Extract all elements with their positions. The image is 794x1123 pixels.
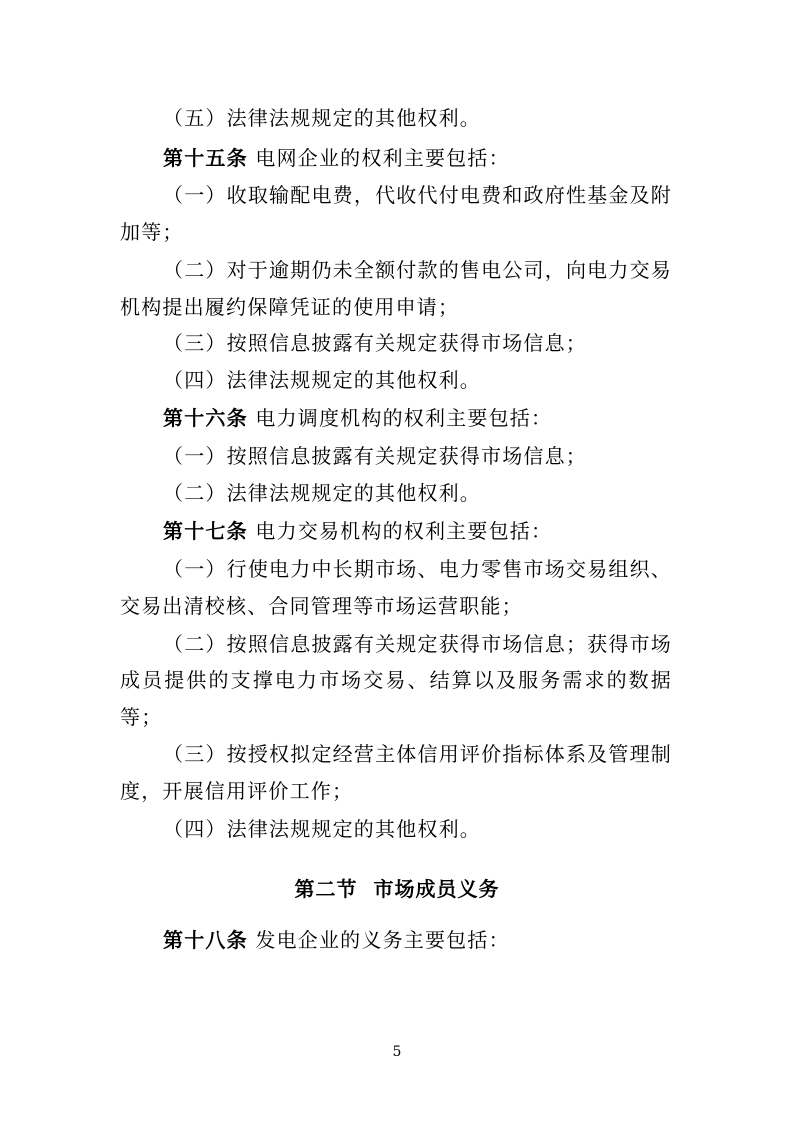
paragraph-line: 等； (120, 705, 163, 729)
article-17-heading (163, 519, 672, 543)
paragraph-line: （五）法律法规规定的其他权利。 (163, 106, 481, 130)
paragraph-line: （四）法律法规规定的其他权利。 (163, 817, 481, 841)
article-15-heading (163, 146, 672, 170)
paragraph-line: 机构提出履约保障凭证的使用申请； (120, 295, 460, 319)
article-text: 电力调度机构的权利主要包括： (247, 406, 553, 430)
article-text: 发电企业的义务主要包括： (247, 928, 510, 952)
paragraph-line: （三）按照信息披露有关规定获得市场信息； (163, 331, 587, 355)
paragraph-line: （二）按照信息披露有关规定获得市场信息；获得市场 (163, 632, 672, 656)
paragraph-line: 成员提供的支撑电力市场交易、结算以及服务需求的数据 (120, 668, 672, 692)
article-16-heading (163, 406, 672, 430)
paragraph-line: 加等； (120, 220, 184, 244)
article-label: 第十八条 (163, 928, 248, 952)
paragraph-line: 交易出清校核、合同管理等市场运营职能； (120, 594, 523, 618)
article-text: 电网企业的权利主要包括： (247, 146, 510, 170)
paragraph-line: （一）收取输配电费，代收代付电费和政府性基金及附 (163, 183, 672, 207)
paragraph-line: （一）按照信息披露有关规定获得市场信息； (163, 444, 587, 468)
paragraph-line: （二）法律法规规定的其他权利。 (163, 481, 481, 505)
paragraph-line: 度，开展信用评价工作； (120, 779, 354, 803)
paragraph-line: （二）对于逾期仍未全额付款的售电公司，向电力交易 (163, 258, 672, 282)
article-label: 第十七条 (163, 519, 248, 543)
section-heading: 第二节 市场成员义务 (294, 877, 500, 901)
article-label: 第十六条 (163, 406, 248, 430)
article-18-heading (163, 928, 672, 952)
article-text: 电力交易机构的权利主要包括： (247, 519, 553, 543)
paragraph-line: （一）行使电力中长期市场、电力零售市场交易组织、 (163, 557, 672, 581)
article-label: 第十五条 (163, 146, 248, 170)
paragraph-line: （四）法律法规规定的其他权利。 (163, 368, 481, 392)
page-number: 5 (392, 1044, 402, 1060)
paragraph-line: （三）按授权拟定经营主体信用评价指标体系及管理制 (163, 742, 672, 766)
